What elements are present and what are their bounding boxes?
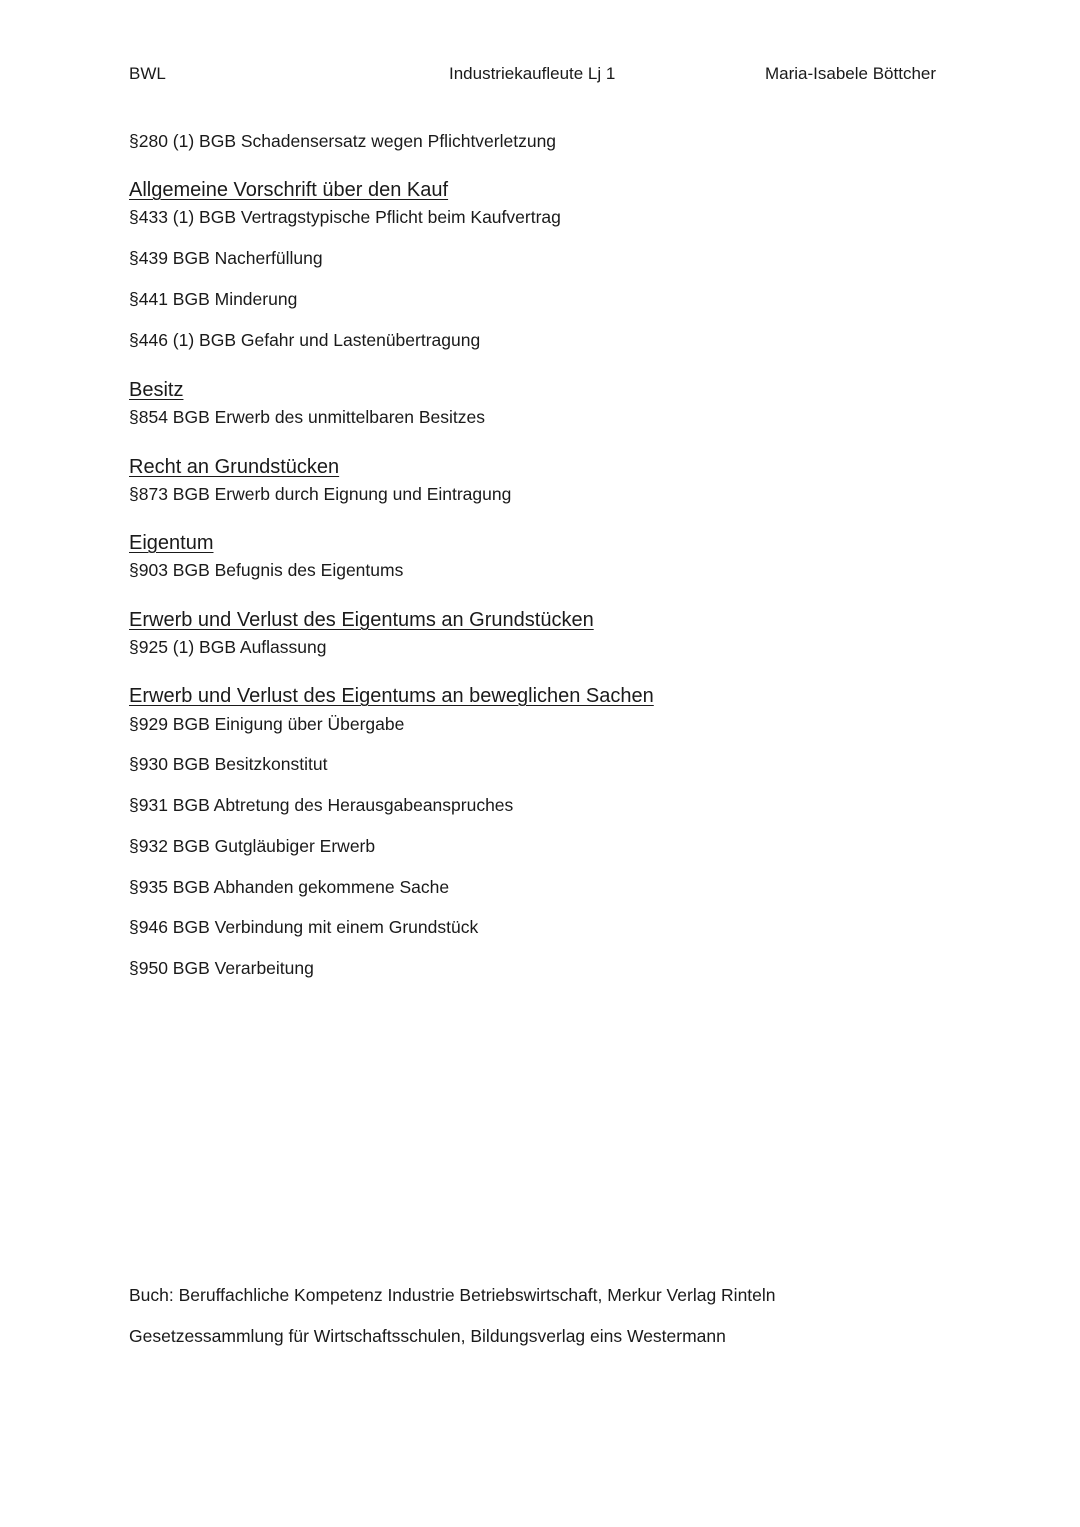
law-item: §930 BGB Besitzkonstitut (129, 754, 328, 774)
section-heading-erwerb-grundstuecke: Erwerb und Verlust des Eigentums an Grundstücken (129, 609, 594, 631)
header-course: Industriekaufleute Lj 1 (449, 64, 616, 83)
source-law-collection: Gesetzessammlung für Wirtschaftsschulen, Bildungsverlag eins Westermann (129, 1326, 726, 1346)
law-item: §935 BGB Abhanden gekommene Sache (129, 877, 450, 897)
section-heading-grundstuecke: Recht an Grundstücken (129, 456, 340, 478)
law-item: §854 BGB Erwerb des unmittelbaren Besitzes (129, 407, 486, 427)
law-item: §946 BGB Verbindung mit einem Grundstück (129, 917, 479, 937)
law-item: §433 (1) BGB Vertragstypische Pflicht beim Kaufvertrag (129, 207, 561, 227)
law-item: §439 BGB Nacherfüllung (129, 248, 323, 268)
section-heading-besitz: Besitz (129, 379, 184, 401)
law-item: §932 BGB Gutgläubiger Erwerb (129, 836, 376, 856)
section-heading-eigentum: Eigentum (129, 532, 214, 554)
header-subject: BWL (129, 64, 166, 83)
law-item: §903 BGB Befugnis des Eigentums (129, 560, 404, 580)
source-book: Buch: Beruffachliche Kompetenz Industrie Betriebswirtschaft, Merkur Verlag Rinteln (129, 1285, 776, 1305)
section-heading-erwerb-sachen: Erwerb und Verlust des Eigentums an beweglichen Sachen (129, 685, 654, 707)
law-item: §446 (1) BGB Gefahr und Lastenübertragung (129, 330, 481, 350)
law-item: §929 BGB Einigung über Übergabe (129, 714, 405, 734)
law-item: §925 (1) BGB Auflassung (129, 637, 327, 657)
law-item: §441 BGB Minderung (129, 289, 298, 309)
section-heading-kauf: Allgemeine Vorschrift über den Kauf (129, 179, 449, 201)
page-header (0, 64, 1080, 90)
header-author: Maria-Isabele Böttcher (765, 64, 937, 83)
law-item: §873 BGB Erwerb durch Eignung und Eintragung (129, 484, 512, 504)
law-item-280: §280 (1) BGB Schadensersatz wegen Pflichtverletzung (129, 131, 557, 151)
law-item: §950 BGB Verarbeitung (129, 958, 314, 978)
law-item: §931 BGB Abtretung des Herausgabeanspruches (129, 795, 514, 815)
